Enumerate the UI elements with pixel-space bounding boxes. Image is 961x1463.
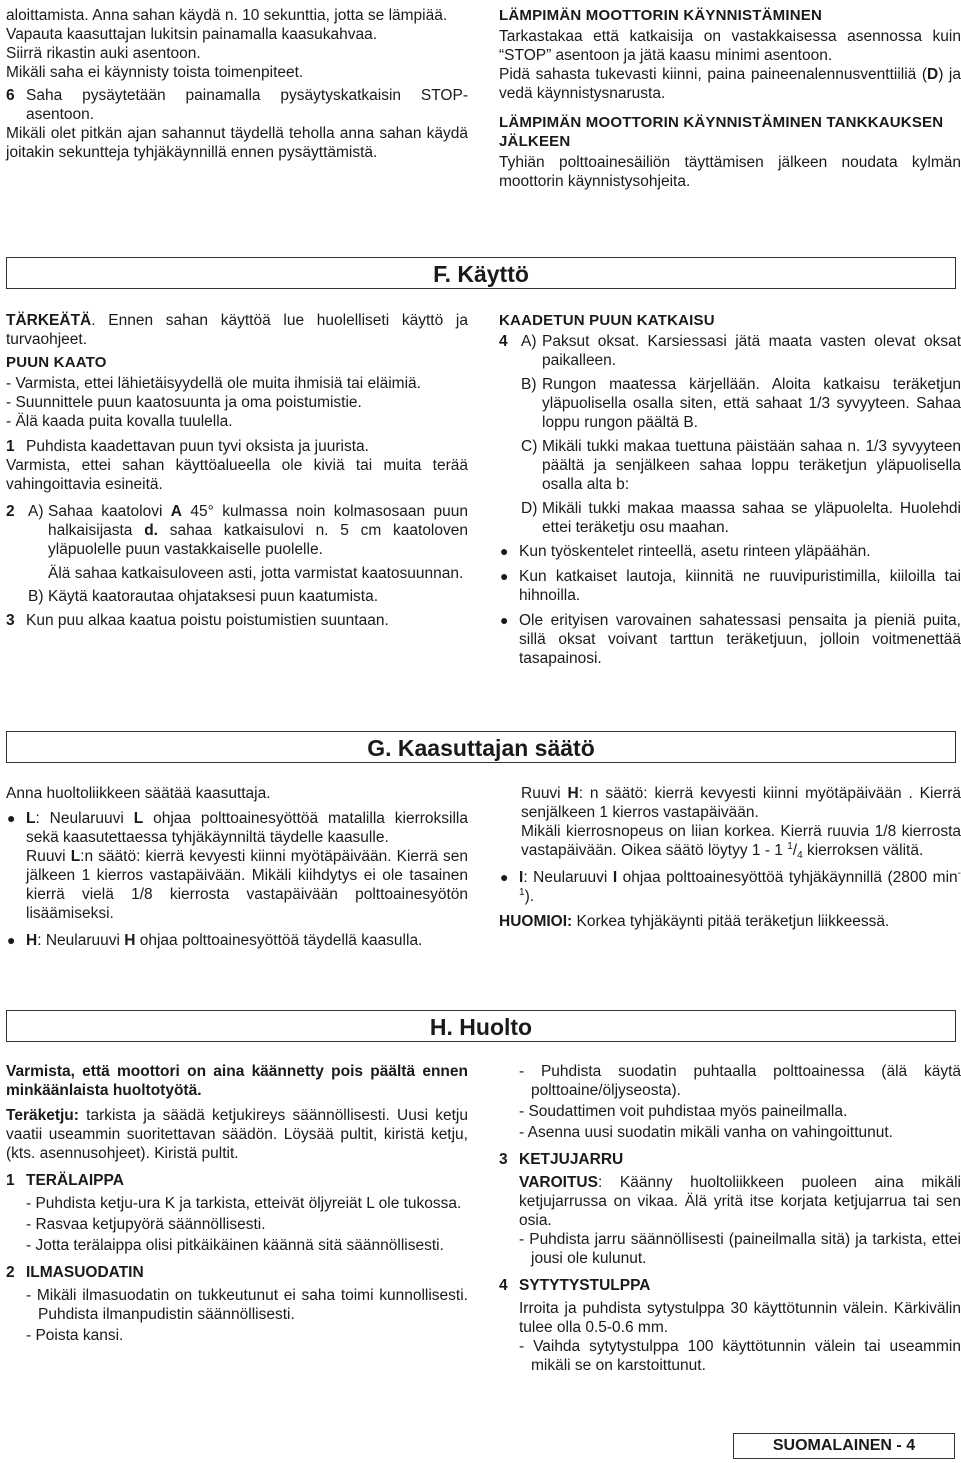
superscript: -1 [519, 868, 961, 898]
text: Mikäli tukki makaa maassa sahaa se yläpuolelta. Huolehdi ettei teräketju osu maahan. [542, 500, 961, 536]
text: sahaa katkaisulovi n. 5 cm kaatoloven yläpuolelle puun vastakkaiselle puolelle. [48, 522, 468, 558]
paragraph: Irroita ja puhdista sytystulppa 30 käyttötunnin välein. Kärkivälin tulee olla 0.5-0.6 mm. [519, 1300, 961, 1336]
section-title: F. Käyttö [433, 261, 529, 287]
dash-item: - Asenna uusi suodatin mikäli vanha on vahingoittunut. [519, 1124, 893, 1141]
section-g-right [499, 784, 961, 935]
bucking-b [499, 375, 961, 432]
dash-item: - Suunnittele puun kaatosuunta ja oma poistumistie. [6, 394, 362, 411]
bullet-l [6, 809, 468, 847]
warning-paragraph [499, 1173, 961, 1230]
dash-item: - Poista kansi. [26, 1327, 124, 1344]
text: Käytä kaatorautaa ohjataksesi puun kaatumista. [48, 588, 379, 605]
paragraph [499, 822, 961, 860]
text: kierroksen välitä. [802, 842, 924, 859]
text: Korkea tyhjäkäynti pitää teräketjun liikkeessä. [572, 913, 890, 930]
top-left-column [6, 6, 468, 166]
paragraph [499, 784, 961, 822]
dash-item: - Puhdista jarru säännöllisesti (paineilmalla sitä) ja tarkista, ettei jousi ole kulunut. [519, 1231, 961, 1267]
section-h-bar [6, 1010, 956, 1042]
label-a: A [170, 503, 182, 520]
maintenance-4-heading [499, 1276, 961, 1295]
bullet-item [499, 611, 961, 668]
page-footer-label: SUOMALAINEN - 4 [733, 1433, 955, 1459]
dash-item: - Soudattimen voit puhdistaa myös paineilmalla. [519, 1103, 848, 1120]
dash-item: - Rasvaa ketjupyörä säännöllisesti. [26, 1216, 266, 1233]
dash-item: - Puhdista suodatin puhtaalla polttoainessa (älä käytä polttoaine/öljyseosta). [519, 1063, 961, 1099]
bullet-item [499, 567, 961, 605]
top-right-column [499, 6, 961, 195]
warning-paragraph: Varmista, että moottori on aina käännetty pois päältä ennen minkäänlaista huoltotyötä. [6, 1063, 468, 1099]
dash-item: - Älä kaada puita kovalla tuulella. [6, 413, 233, 430]
step-note: Älä sahaa katkaisuloveen asti, jotta varmistat kaatosuunnan. [48, 565, 464, 582]
bullet-icon: ● [500, 568, 509, 584]
section-heading: KAADETUN PUUN KATKAISU [499, 312, 715, 329]
section-title: H. Huolto [429, 1014, 533, 1040]
bucking-d [499, 499, 961, 537]
text: 45° kulmassa noin kolmasosaan puun halkaisijasta [48, 503, 468, 539]
text: Ruuvi [26, 848, 71, 865]
sub-label: D) [521, 500, 538, 517]
bullet-i [499, 868, 961, 906]
section-h-left [6, 1062, 468, 1347]
screw-key: L [133, 810, 144, 827]
bullet-icon: ● [500, 543, 509, 559]
step-2b [6, 587, 468, 606]
note [499, 912, 961, 931]
step-number: 2 [6, 503, 15, 520]
paragraph [6, 1106, 468, 1163]
dash-item: - Puhdista ketju-ura K ja tarkista, etteivät öljyreiät L ole tukossa. [26, 1195, 462, 1212]
text: Kun työskentelet rinteellä, asetu rinteen yläpäähän. [519, 543, 871, 560]
step-number: 6 [6, 87, 15, 104]
sub-label: A) [28, 503, 44, 520]
fraction-denominator: 4 [797, 850, 803, 861]
paragraph: Tyhiän polttoainesäiliön täyttämisen jälkeen noudata kylmän moottorin käynnistysohjeita. [499, 154, 961, 190]
section-f-bar [6, 257, 956, 289]
step-note: Varmista, ettei sahan käyttöalueella ole kiviä tai muita terää vahingoittavia esineitä. [6, 457, 468, 493]
step-number: 1 [6, 1172, 15, 1189]
bullet-h [6, 931, 468, 950]
text-line: Siirrä rikastin auki asentoon. [6, 45, 201, 62]
text: : Neularuuvi [35, 810, 134, 827]
paragraph [6, 847, 468, 923]
sub-label: C) [521, 438, 538, 455]
step-number: 2 [6, 1264, 15, 1281]
fraction-numerator: 1 [787, 841, 793, 852]
dash-item: - Mikäli ilmasuodatin on tukkeutunut ei saha toimi kunnollisesti. Puhdista ilmanpudistin säännöllisesti. [26, 1287, 468, 1323]
label-d: d. [144, 522, 158, 539]
text: Rungon maatessa kärjellään. Aloita katkaisu teräketjun yläpuolisella osalla siten, että sahaat 1/3 syvyyteen. Sahaa loppu rungon päältä B. [542, 376, 961, 431]
text-line: Vapauta kaasuttajan lukitsin painamalla kaasukahvaa. [6, 26, 378, 43]
text: Mikäli kierrosnopeus on liian korkea. Kierrä ruuvia 1/8 kierrosta vastapäivään. Oikea säätö löytyy 1 - 1 [521, 823, 961, 859]
sub-label: B) [28, 588, 44, 605]
text: . Ennen sahan käyttöä lue huolelliseti käyttö ja turvaohjeet. [6, 312, 468, 348]
sub-label: B) [521, 376, 537, 393]
bullet-item [499, 542, 961, 561]
screw-key: H [567, 785, 579, 802]
text: :n säätö: kierrä kevyesti kiinni myötäpäivään. Kierrä sen jälkeen 1 kierros vastapäivään. Mikäli kiihdytys ei ole tasainen kierrä vielä 1/8 kierrosta vastapäivään polttoainesyötön lisäämiseksi. [26, 848, 469, 922]
step-number: 4 [499, 1277, 508, 1294]
screw-key: I [519, 869, 524, 886]
text: Paksut oksat. Karsiessasi jätä maata vasten olevat oksat paikalleen. [542, 333, 961, 369]
text: ohjaa polttoainesyöttöä matalilla kierroksilla sekä kaasutettaessa tyhjäkäynniltä täydelle kaasulle. [26, 810, 468, 846]
text: ohjaa polttoainesyöttöä tyhjäkäynnillä (2800 min [617, 869, 958, 886]
label-d: D [927, 66, 939, 83]
text: Pidä sahasta tukevasti kiinni, paina paineenalennusventtiiliä ( [499, 66, 927, 83]
bullet-icon: ● [7, 810, 16, 826]
text: ). [524, 888, 535, 905]
maintenance-2-heading [6, 1263, 468, 1282]
step-3 [6, 611, 468, 630]
sub-label: A) [521, 333, 537, 350]
text: tarkista ja säädä ketjukireys säännöllisesti. Uusi ketju vaatii useammin suoritettavan säädön. Löysää pultit, kiristä ketju, (kts. asennusohjeet). Kiristä pultit. [6, 1107, 468, 1162]
section-g-left [6, 784, 468, 956]
bullet-icon: ● [500, 612, 509, 628]
screw-key: H [124, 932, 136, 949]
step-title: TERÄLAIPPA [26, 1172, 124, 1189]
bullet-icon: ● [7, 932, 16, 948]
step-title: KETJUJARRU [519, 1151, 624, 1168]
text-line: Mikäli saha ei käynnisty toista toimenpiteet. [6, 64, 304, 81]
step-title: SYTYTYSTULPPA [519, 1277, 651, 1294]
paragraph: Anna huoltoliikkeen säätää kaasuttaja. [6, 785, 271, 802]
text: ) ja vedä käynnistysnarusta. [499, 66, 961, 102]
dash-item: - Jotta terälaippa olisi pitkäikäinen käännä sitä säännöllisesti. [26, 1237, 444, 1254]
maintenance-1-heading [6, 1171, 468, 1190]
text: Ole erityisen varovainen sahatessasi pensaita ja pieniä puita, sillä oksat voivant tarttun teräketjuun, jolloin voitmenettää tasapainosi. [519, 612, 961, 667]
bullet-icon: ● [500, 869, 509, 885]
text: : Neularuuvi [37, 932, 125, 949]
step-text: Saha pysäytetään painamalla pysäytyskatkaisin STOP-asentoon. [26, 87, 468, 123]
note-label: HUOMIOI: [499, 913, 573, 930]
screw-key: L [70, 848, 81, 865]
step-text: Puhdista kaadettavan puun tyvi oksista ja juurista. [26, 438, 369, 455]
step-6 [6, 86, 468, 124]
step-1 [6, 437, 468, 456]
bucking-c [499, 437, 961, 494]
chain-label: Teräketju: [6, 1107, 79, 1124]
step-number: 3 [499, 1151, 508, 1168]
section-f-right [499, 311, 961, 674]
section-g-bar [6, 731, 956, 763]
step-text: Kun puu alkaa kaatua poistu poistumistien suuntaan. [26, 612, 389, 629]
step-note: Mikäli olet pitkän ajan sahannut täydellä teholla anna sahan käydä joitakin sekuntteja tyhjäkäynnillä ennen pysäyttämistä. [6, 125, 468, 161]
section-heading: PUUN KAATO [6, 354, 107, 371]
section-heading: LÄMPIMÄN MOOTTORIN KÄYNNISTÄMINEN TANKKAUKSEN JÄLKEEN [499, 114, 944, 150]
screw-key: I [612, 869, 618, 886]
dash-item: - Varmista, ettei lähietäisyydellä ole muita ihmisiä tai eläimiä. [6, 375, 421, 392]
step-title: ILMASUODATIN [26, 1264, 144, 1281]
warning-label: VAROITUS [519, 1174, 598, 1191]
text: Mikäli tukki makaa tuettuna päistään sahaa n. 1/3 syvyyteen päältä ja senjälkeen sahaa loppu teräketjun yläpuolisella osalla alta b: [542, 438, 961, 493]
step-number: 1 [6, 438, 15, 455]
step-2a [6, 502, 468, 559]
maintenance-3-heading [499, 1150, 961, 1169]
dash-item: - Vaihda sytytystulppa 100 käyttötunnin välein tai useammin mikäli se on karstoittunut. [519, 1338, 961, 1374]
text: ohjaa polttoainesyöttöä täydellä kaasulla. [135, 932, 423, 949]
important-label: TÄRKEÄTÄ [6, 312, 92, 329]
section-heading: LÄMPIMÄN MOOTTORIN KÄYNNISTÄMINEN [499, 7, 822, 24]
step-number: 3 [6, 612, 15, 629]
bucking-a [499, 332, 961, 370]
text: : Käänny huoltoliikkeen puoleen aina mikäli ketjujarrussa on vikaa. Älä yritä itse korjata ketjujarrua tai sen osia. [519, 1174, 961, 1229]
step-number: 4 [499, 333, 508, 350]
text: : n säätö: kierrä kevyesti kiinni myötäpäivään . Kierrä senjälkeen 1 kierros vastapäivään. [521, 785, 961, 821]
text: : Neularuuvi [523, 869, 613, 886]
section-h-right [499, 1062, 961, 1377]
paragraph: Tarkastakaa että katkaisija on vastakkaisessa asennossa kuin “STOP” asentoon ja jätä kaasu minimi asentoon. [499, 28, 961, 64]
paragraph [6, 311, 468, 349]
text: Sahaa kaatolovi [48, 503, 171, 520]
section-title: G. Kaasuttajan säätö [367, 735, 595, 761]
section-f-left [6, 311, 468, 636]
text-line: aloittamista. Anna sahan käydä n. 10 sekunttia, jotta se lämpiää. [6, 7, 448, 24]
paragraph [499, 65, 961, 103]
text: Kun katkaiset lautoja, kiinnitä ne ruuvipuristimilla, kiiloilla tai hihnoilla. [519, 568, 961, 604]
text: Ruuvi [521, 785, 568, 802]
screw-key: H [26, 932, 38, 949]
screw-key: L [26, 810, 36, 827]
fraction-slash: / [792, 842, 798, 859]
